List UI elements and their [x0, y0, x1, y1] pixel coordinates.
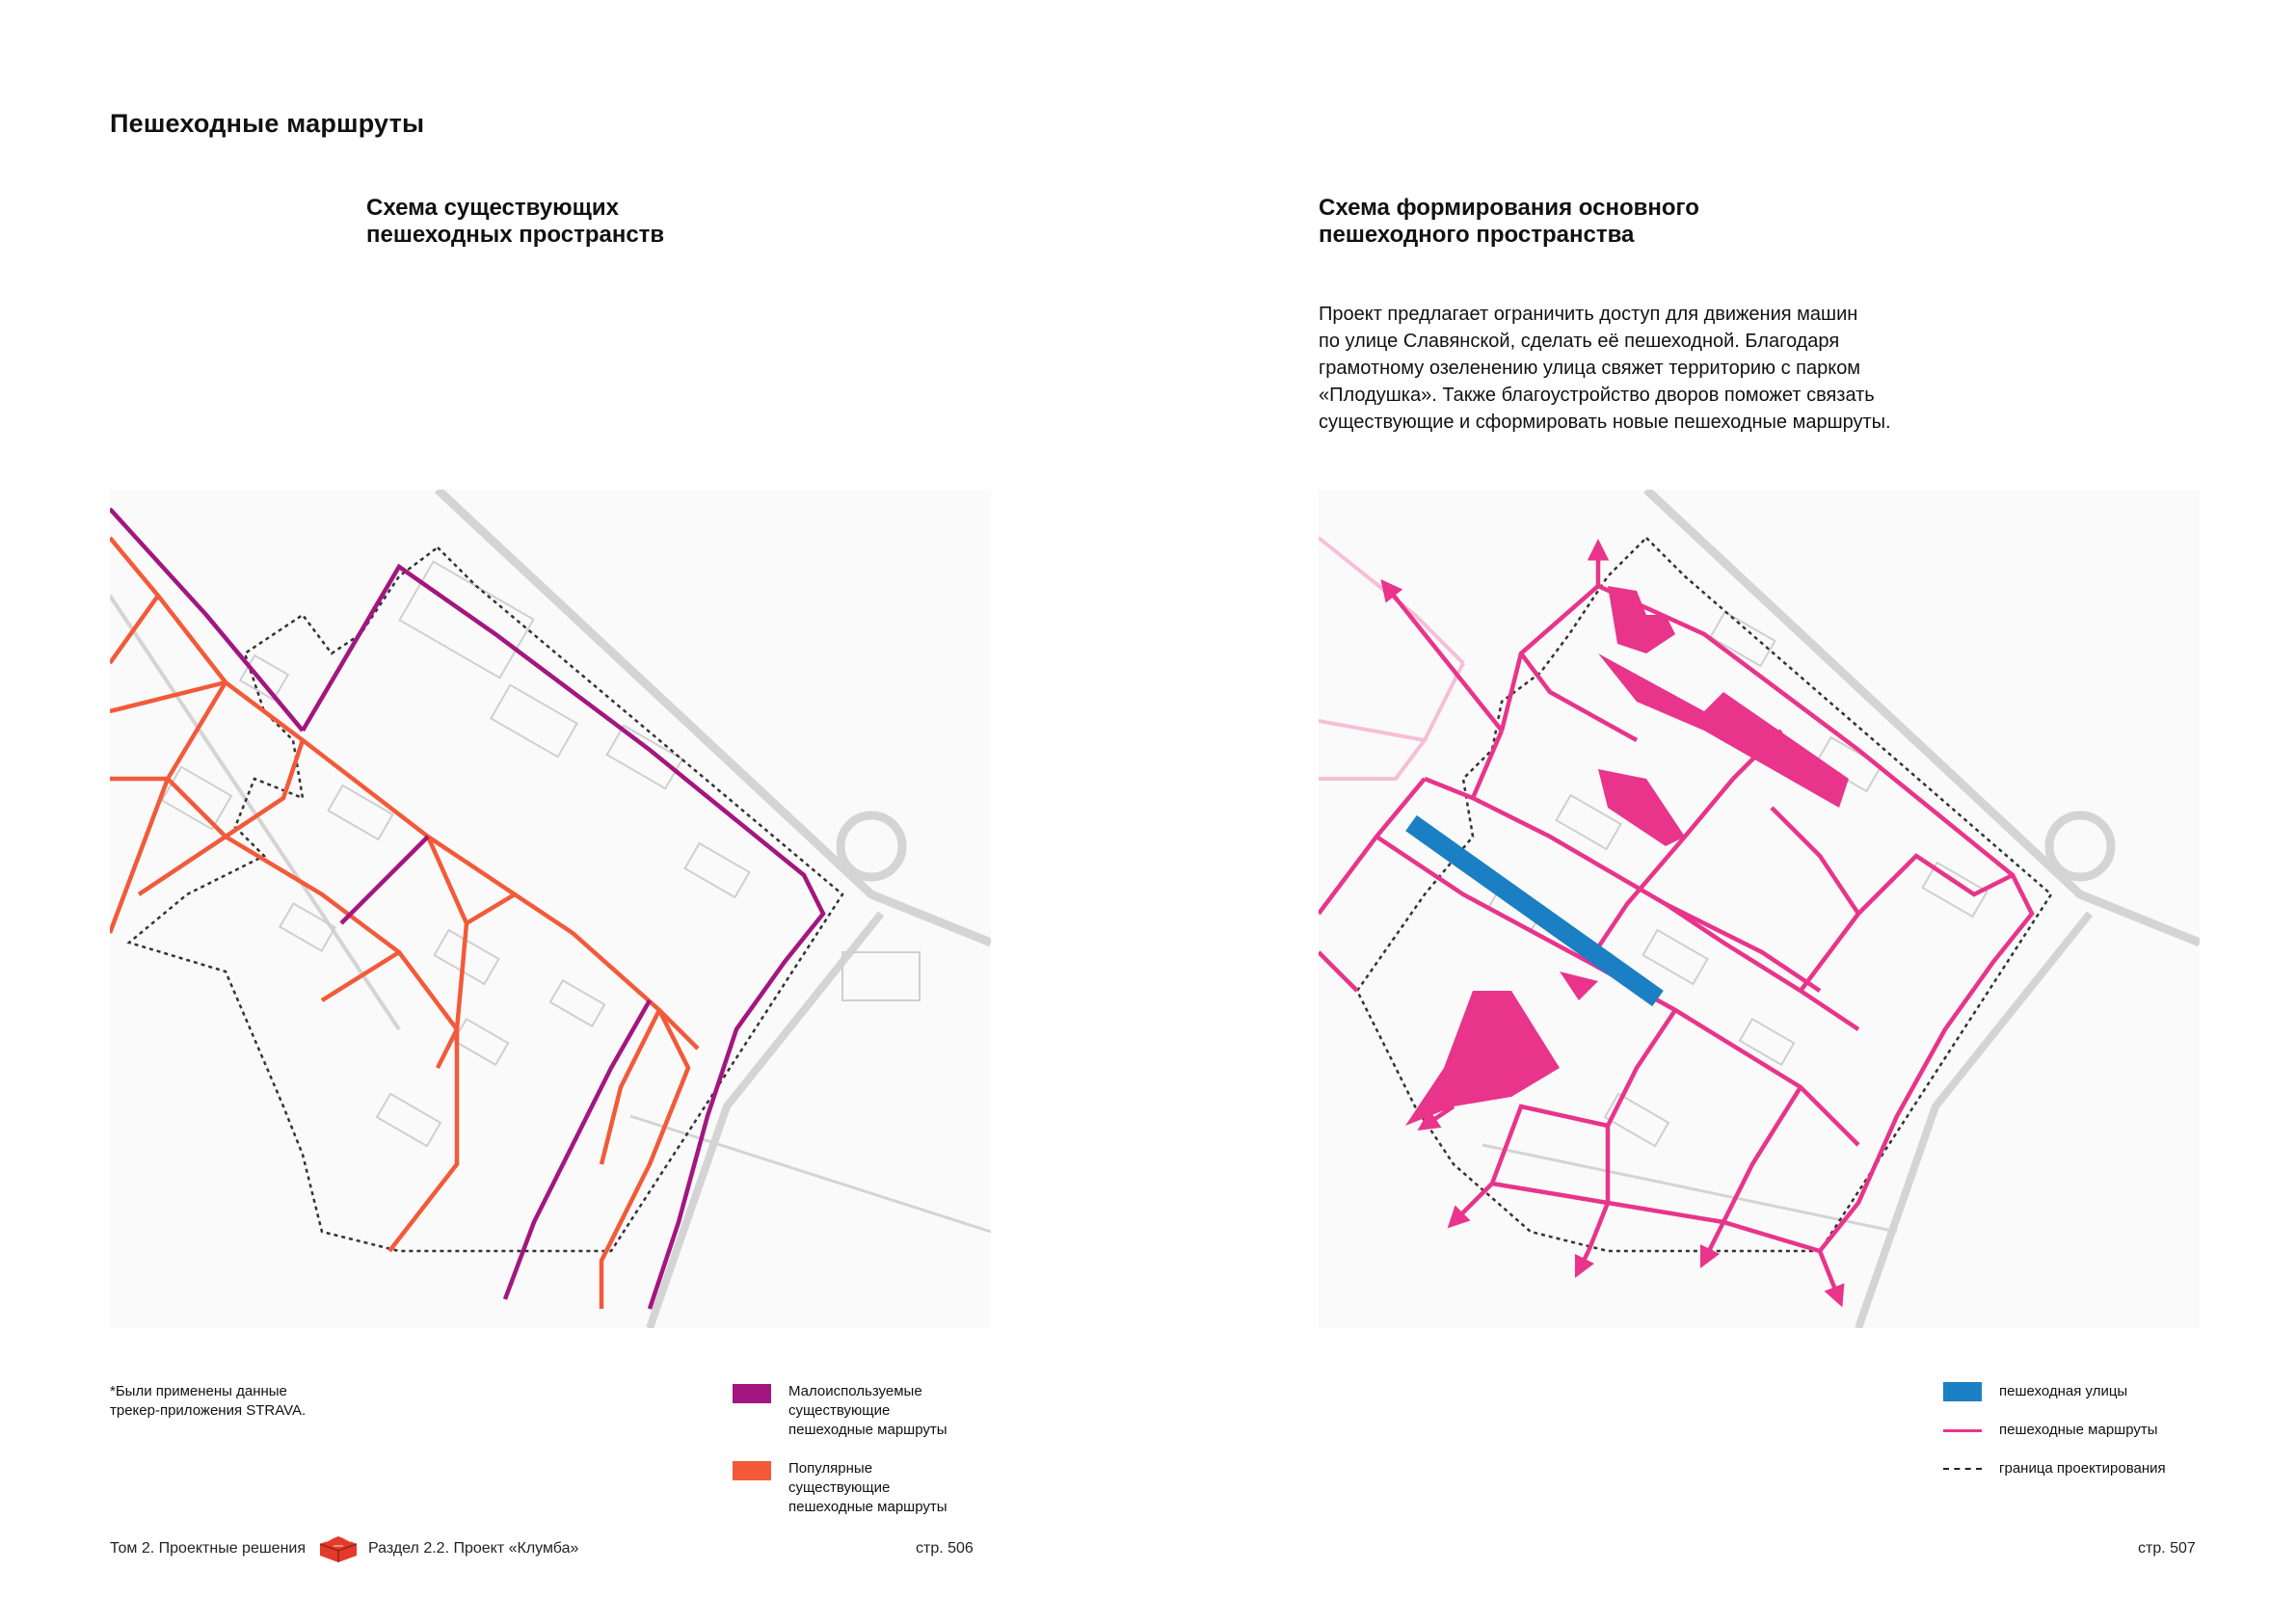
right-map-title-line2: пешеходного пространства	[1319, 222, 1635, 248]
description-line: Проект предлагает ограничить доступ для движения машин	[1319, 304, 1858, 325]
legend-swatch-blue	[1943, 1382, 1982, 1401]
existing-routes-map	[110, 490, 991, 1328]
note-line2: трекер-приложения STRAVA.	[110, 1402, 307, 1419]
description-line: по улице Славянской, сделать её пешеходной. Благодаря	[1319, 331, 1840, 352]
page-number-right: стр. 507	[2138, 1540, 2196, 1557]
description-line: «Плодушка». Также благоустройство дворов поможет связать	[1319, 385, 1875, 406]
legend-label-line: существующие	[788, 1479, 891, 1496]
footer-section: Раздел 2.2. Проект «Клумба»	[368, 1540, 579, 1557]
map-buildings	[162, 562, 920, 1146]
legend-label-line: Популярные	[788, 1460, 873, 1477]
page-number-left: стр. 506	[916, 1540, 974, 1557]
legend-label-little-used	[788, 1382, 1020, 1440]
legend-swatch-purple	[733, 1384, 771, 1403]
legend-swatch-orange	[733, 1461, 771, 1480]
legend-label-line: Малоиспользуемые	[788, 1383, 922, 1399]
left-map-title	[366, 195, 771, 249]
data-source-note	[110, 1382, 399, 1421]
legend-label-project-boundary: граница проектирования	[1999, 1460, 2166, 1477]
description-line: грамотному озеленению улица свяжет территорию с парком	[1319, 358, 1861, 379]
main-pedestrian-space-map	[1319, 490, 2200, 1328]
legend-swatch-pink-line	[1943, 1429, 1982, 1432]
legend-label-popular	[788, 1459, 1020, 1517]
legend-label-line: существующие	[788, 1402, 891, 1419]
existing-routes-map-svg	[110, 490, 991, 1328]
left-map-title-line1: Схема существующих	[366, 195, 619, 221]
note-line1: *Были применены данные	[110, 1383, 287, 1399]
legend-swatch-dashed-line	[1943, 1468, 1982, 1470]
map-buildings	[1488, 612, 1987, 1146]
legend-label-line: пешеходные маршруты	[788, 1422, 948, 1438]
page-title: Пешеходные маршруты	[110, 109, 425, 138]
legend-label-line: пешеходные маршруты	[788, 1499, 948, 1515]
legend-label-pedestrian-street: пешеходная улицы	[1999, 1383, 2128, 1399]
map-base	[1482, 490, 2200, 1328]
left-map-title-line2: пешеходных пространств	[366, 222, 665, 248]
description-line: существующие и сформировать новые пешеходные маршруты.	[1319, 412, 1891, 433]
right-map-title	[1319, 195, 1820, 249]
footer-volume: Том 2. Проектные решения	[110, 1540, 307, 1557]
right-map-title-line1: Схема формирования основного	[1319, 195, 1699, 221]
project-description	[1319, 301, 1955, 436]
main-pedestrian-space-map-svg	[1319, 490, 2200, 1328]
klumba-logo-icon	[318, 1534, 359, 1563]
map-base	[110, 490, 991, 1328]
legend-label-pedestrian-routes: пешеходные маршруты	[1999, 1422, 2158, 1438]
little-used-routes	[110, 509, 823, 1309]
